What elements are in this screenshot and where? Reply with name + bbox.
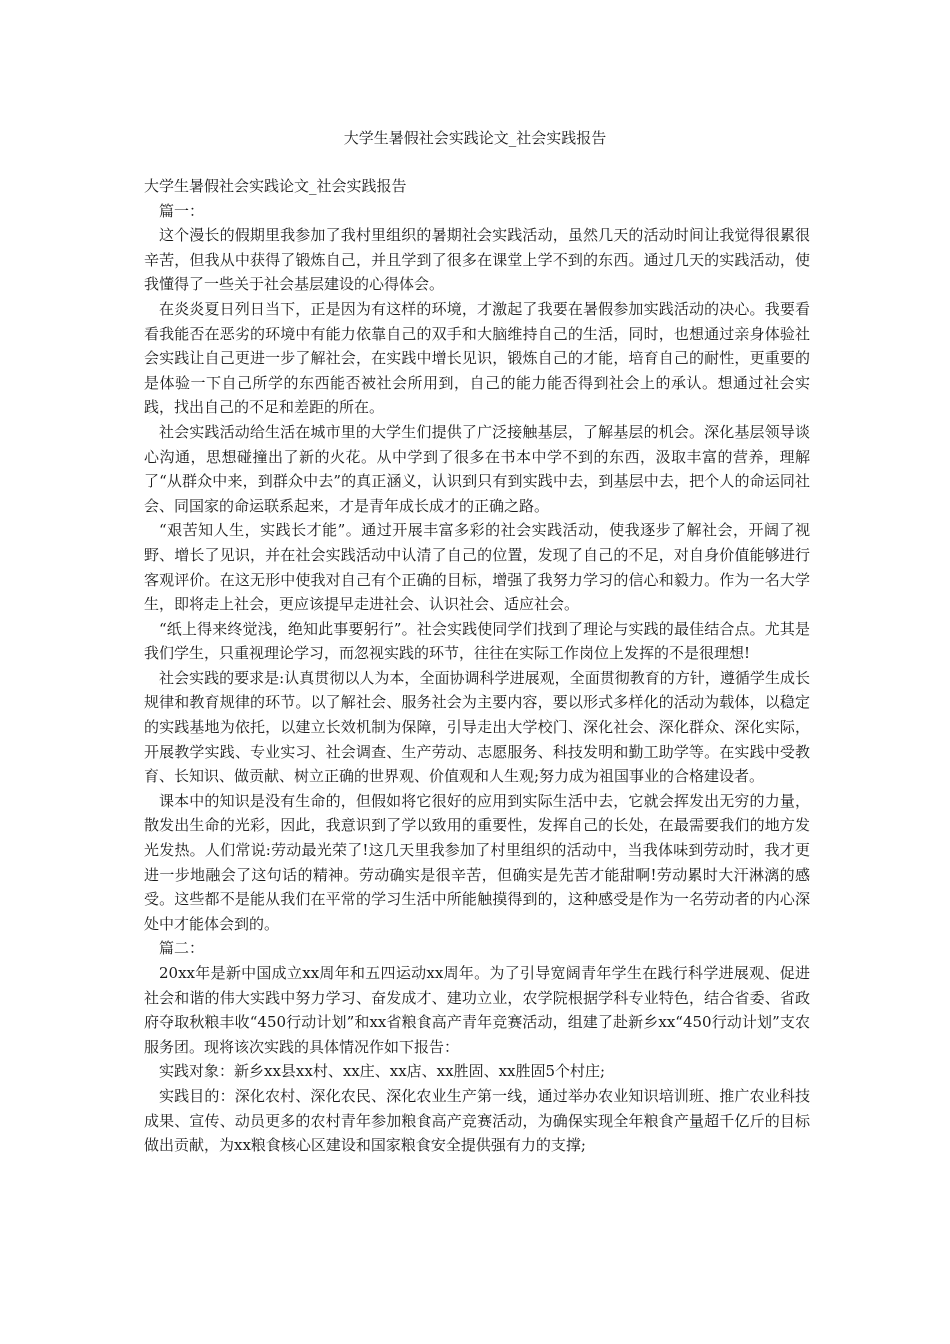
paragraph: 这个漫长的假期里我参加了我村里组织的暑期社会实践活动，虽然几天的活动时间让我觉得很累很辛苦，但我从中获得了锻炼自己，并且学到了很多在课堂上学不到的东西。通过几天的实践活动，使我懂得了一些关于社会基层建设的心得体会。 bbox=[144, 226, 810, 294]
paragraph: “艰苦知人生，实践长才能”。通过开展丰富多彩的社会实践活动，使我逐步了解社会，开阔了视野、增长了见识，并在社会实践活动中认清了自己的位置，发现了自己的不足，对自身价值能够进行客观评价。在这无形中使我对自己有个正确的目标，增强了我努力学习的信心和毅力。作为一名大学生，即将走上社会，更应该提早走进社会、认识社会、适应社会。 bbox=[144, 521, 810, 614]
page-title: 大学生暑假社会实践论文_社会实践报告 bbox=[343, 129, 607, 147]
paragraph: 实践对象：新乡xx县xx村、xx庄、xx店、xx胜固、xx胜固5个村庄; bbox=[159, 1062, 606, 1081]
document-body bbox=[144, 174, 810, 1158]
paragraph: 在炎炎夏日列日当下，正是因为有这样的环境，才激起了我要在暑假参加实践活动的决心。我要看看我能否在恶劣的环境中有能力依靠自己的双手和大脑维持自己的生活，同时，也想通过亲身体验社会实践让自己更进一步了解社会，在实践中增长见识，锻炼自己的才能，培育自己的耐性，更重要的是体验一下自己所学的东西能否被社会所用到，自己的能力能否得到社会上的承认。想通过社会实践，找出自己的不足和差距的所在。 bbox=[144, 299, 810, 417]
paragraph: 社会实践的要求是:认真贯彻以人为本，全面协调科学进展观，全面贯彻教育的方针，遵循学生成长规律和教育规律的环节。以了解社会、服务社会为主要内容，要以形式多样化的活动为载体，以稳定的实践基地为依托，以建立长效机制为保障，引导走出大学校门、深化社会、深化群众、深化实际，开展教学实践、专业实习、社会调查、生产劳动、志愿服务、科技发明和勤工助学等。在实践中受教育、长知识、做贡献、树立正确的世界观、价值观和人生观;努力成为祖国事业的合格建设者。 bbox=[144, 668, 810, 786]
part-two-label: 篇二： bbox=[159, 939, 205, 958]
paragraph: 社会实践活动给生活在城市里的大学生们提供了广泛接触基层，了解基层的机会。深化基层领导谈心沟通，思想碰撞出了新的火花。从中学到了很多在书本中学不到的东西，汲取丰富的营养，理解了“从群众中来，到群众中去”的真正涵义，认识到只有到实践中去，到基层中去，把个人的命运同社会、同国家的命运联系起来，才是青年成长成才的正确之路。 bbox=[144, 422, 810, 515]
paragraph: 20xx年是新中国成立xx周年和五四运动xx周年。为了引导宽阔青年学生在践行科学进展观、促进社会和谐的伟大实践中努力学习、奋发成才、建功立业，农学院根据学科专业特色，结合省委、省政府夺取秋粮丰收“450行动计划”和xx省粮食高产青年竞赛活动，组建了赴新乡xx“450行动计划”支农服务团。现将该次实践的具体情况作如下报告： bbox=[144, 964, 810, 1056]
part-one-label: 篇一： bbox=[159, 201, 205, 220]
document-subtitle: 大学生暑假社会实践论文_社会实践报告 bbox=[144, 177, 407, 195]
paragraph: 实践目的：深化农村、深化农民、深化农业生产第一线，通过举办农业知识培训班、推广农业科技成果、宣传、动员更多的农村青年参加粮食高产竞赛活动，为确保实现全年粮食产量超千亿斤的目标做出贡献，为xx粮食核心区建设和国家粮食安全提供强有力的支撑; bbox=[144, 1086, 810, 1155]
paragraph: “纸上得来终觉浅，绝知此事要躬行”。社会实践使同学们找到了理论与实践的最佳结合点。尤其是我们学生，只重视理论学习，而忽视实践的环节，往往在实际工作岗位上发挥的不是很理想! bbox=[144, 619, 810, 663]
paragraph: 课本中的知识是没有生命的，但假如将它很好的应用到实际生活中去，它就会挥发出无穷的力量，散发出生命的光彩，因此，我意识到了学以致用的重要性，发挥自己的长处，在最需要我们的地方发光发热。人们常说:劳动最光荣了!这几天里我参加了村里组织的活动中，当我体味到劳动时，我才更进一步地融会了这句话的精神。劳动确实是很辛苦，但确实是先苦才能甜啊!劳动累时大汗淋漓的感受。这些都不是能从我们在平常的学习生活中所能触摸得到的，这种感受是作为一名劳动者的内心深处中才能体会到的。 bbox=[144, 791, 810, 933]
